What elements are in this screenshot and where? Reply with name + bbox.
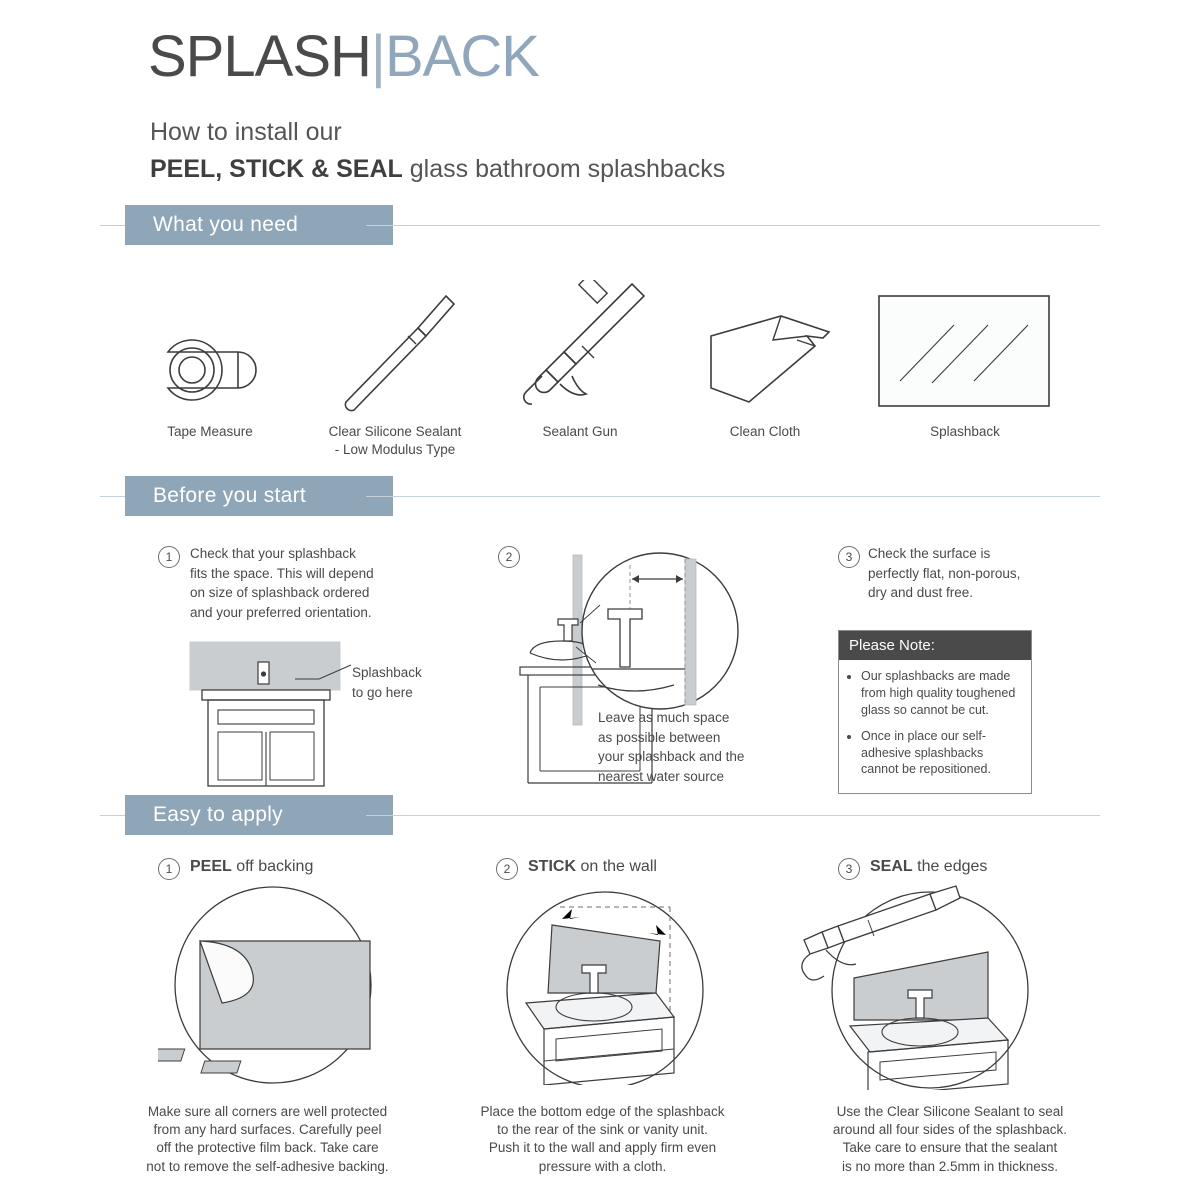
tool-label-silicone-line2: - Low Modulus Type <box>334 442 456 458</box>
apply-step-1-caption <box>140 1103 395 1176</box>
apply-step-1-label <box>190 858 313 876</box>
section-label-before-you-start: Before you start <box>153 484 307 507</box>
apply-2-caption-line1: Place the bottom edge of the splashback <box>480 1104 725 1119</box>
callout-leader-line <box>295 655 355 685</box>
before-step-3-text <box>868 544 1068 603</box>
before-step-3-line3: dry and dust free. <box>868 585 974 601</box>
apply-1-caption-line4: not to remove the self-adhesive backing. <box>146 1158 389 1174</box>
section-rule-right-2 <box>366 496 1100 497</box>
before-step-2-number: 2 <box>498 546 520 568</box>
subtitle-line-1: How to install our <box>150 118 342 146</box>
before-step-1-text <box>190 544 400 622</box>
please-note-box <box>838 630 1032 794</box>
section-rule-right-1 <box>366 225 1100 226</box>
before-step-1-line1: Check that your splashback <box>190 546 356 561</box>
section-label-easy-to-apply: Easy to apply <box>153 803 283 826</box>
subtitle-emphasis: PEEL, STICK & SEAL <box>150 155 403 183</box>
apply-step-2-keyword: STICK <box>528 858 576 875</box>
apply-step-2-label <box>528 858 657 876</box>
callout-line1: Splashback <box>352 665 422 680</box>
please-note-title: Please Note: <box>839 631 1031 660</box>
before-step-2-text <box>598 708 818 786</box>
section-rule-left-1 <box>100 225 125 226</box>
please-note-list <box>849 668 1021 778</box>
splashback-panel-icon <box>878 295 1050 407</box>
apply-3-caption-line4: is no more than 2.5mm in thickness. <box>841 1158 1059 1174</box>
brand-logo <box>148 24 539 89</box>
tool-label-clean-cloth: Clean Cloth <box>729 424 801 439</box>
section-header-easy-to-apply <box>125 795 393 835</box>
stick-illustration <box>490 885 720 1085</box>
before-step-3-line2: perfectly flat, non-porous, <box>868 565 1021 581</box>
apply-step-1-number: 1 <box>158 858 180 880</box>
section-rule-left-3 <box>100 815 125 816</box>
tool-label-tape-measure: Tape Measure <box>167 424 253 439</box>
apply-1-caption-line2: from any hard surfaces. Carefully peel <box>153 1122 382 1138</box>
apply-2-caption-line4: pressure with a cloth. <box>538 1158 667 1174</box>
tool-label-splashback: Splashback <box>930 424 1000 439</box>
please-note-item: • Our splashbacks are made from high quality toughened glass so cannot be cut. <box>861 668 1021 719</box>
before-step-3-line1: Check the surface is <box>868 546 991 561</box>
logo-splash: SPLASH <box>148 24 371 89</box>
before-step-2-line2: as possible between <box>598 729 721 745</box>
apply-2-caption-line3: Push it to the wall and apply firm even <box>488 1140 717 1156</box>
splashback-callout-text <box>352 663 462 702</box>
section-label-what-you-need: What you need <box>153 213 299 236</box>
before-step-2-line4: nearest water source <box>598 768 725 784</box>
sealant-gun-icon <box>520 280 650 415</box>
apply-1-caption-line1: Make sure all corners are well protected <box>147 1104 388 1119</box>
apply-step-3-number: 3 <box>838 858 860 880</box>
tool-label-sealant-gun: Sealant Gun <box>542 424 618 439</box>
apply-step-1-rest: off backing <box>231 858 314 875</box>
peel-illustration <box>158 885 388 1085</box>
before-step-1-line3: on size of splashback ordered <box>190 585 370 601</box>
before-step-3-number: 3 <box>838 546 860 568</box>
before-step-1-line2: fits the space. This will depend <box>190 565 374 581</box>
callout-line2: to go here <box>352 684 413 700</box>
section-header-what-you-need <box>125 205 393 245</box>
apply-step-2-rest: on the wall <box>576 858 657 875</box>
subtitle-rest: glass bathroom splashbacks <box>402 155 726 183</box>
before-step-2-line3: your splashback and the <box>598 749 745 765</box>
apply-step-3-label <box>870 858 987 876</box>
please-note-item: • Once in place our self-adhesive splashbacks cannot be repositioned. <box>861 728 1021 779</box>
apply-3-caption-line2: around all four sides of the splashback. <box>832 1122 1068 1138</box>
logo-back: BACK <box>384 24 539 89</box>
tool-label-silicone-sealant <box>305 423 485 459</box>
section-rule-left-2 <box>100 496 125 497</box>
before-step-2-line1: Leave as much space <box>598 710 730 725</box>
section-rule-right-3 <box>366 815 1100 816</box>
apply-step-1-keyword: PEEL <box>190 858 232 875</box>
tape-measure-icon <box>160 330 270 410</box>
clean-cloth-icon <box>705 310 835 410</box>
tool-label-silicone-line1: Clear Silicone Sealant <box>328 424 462 439</box>
apply-1-caption-line3: off the protective film back. Take care <box>156 1140 379 1156</box>
apply-3-caption-line3: Take care to ensure that the sealant <box>842 1140 1058 1156</box>
apply-step-2-caption <box>470 1103 735 1176</box>
section-header-before-you-start <box>125 476 393 516</box>
silicone-sealant-icon <box>330 290 460 415</box>
apply-3-caption-line1: Use the Clear Silicone Sealant to seal <box>836 1104 1064 1119</box>
apply-step-3-rest: the edges <box>912 858 988 875</box>
logo-divider: | <box>370 24 385 89</box>
apply-step-3-caption <box>820 1103 1080 1176</box>
before-step-1-line4: and your preferred orientation. <box>190 604 372 620</box>
subtitle-line-2 <box>150 155 725 184</box>
apply-step-2-number: 2 <box>496 858 518 880</box>
apply-2-caption-line2: to the rear of the sink or vanity unit. <box>497 1122 708 1138</box>
before-step-1-number: 1 <box>158 546 180 568</box>
apply-step-3-keyword: SEAL <box>870 858 913 875</box>
seal-illustration <box>770 880 1050 1090</box>
